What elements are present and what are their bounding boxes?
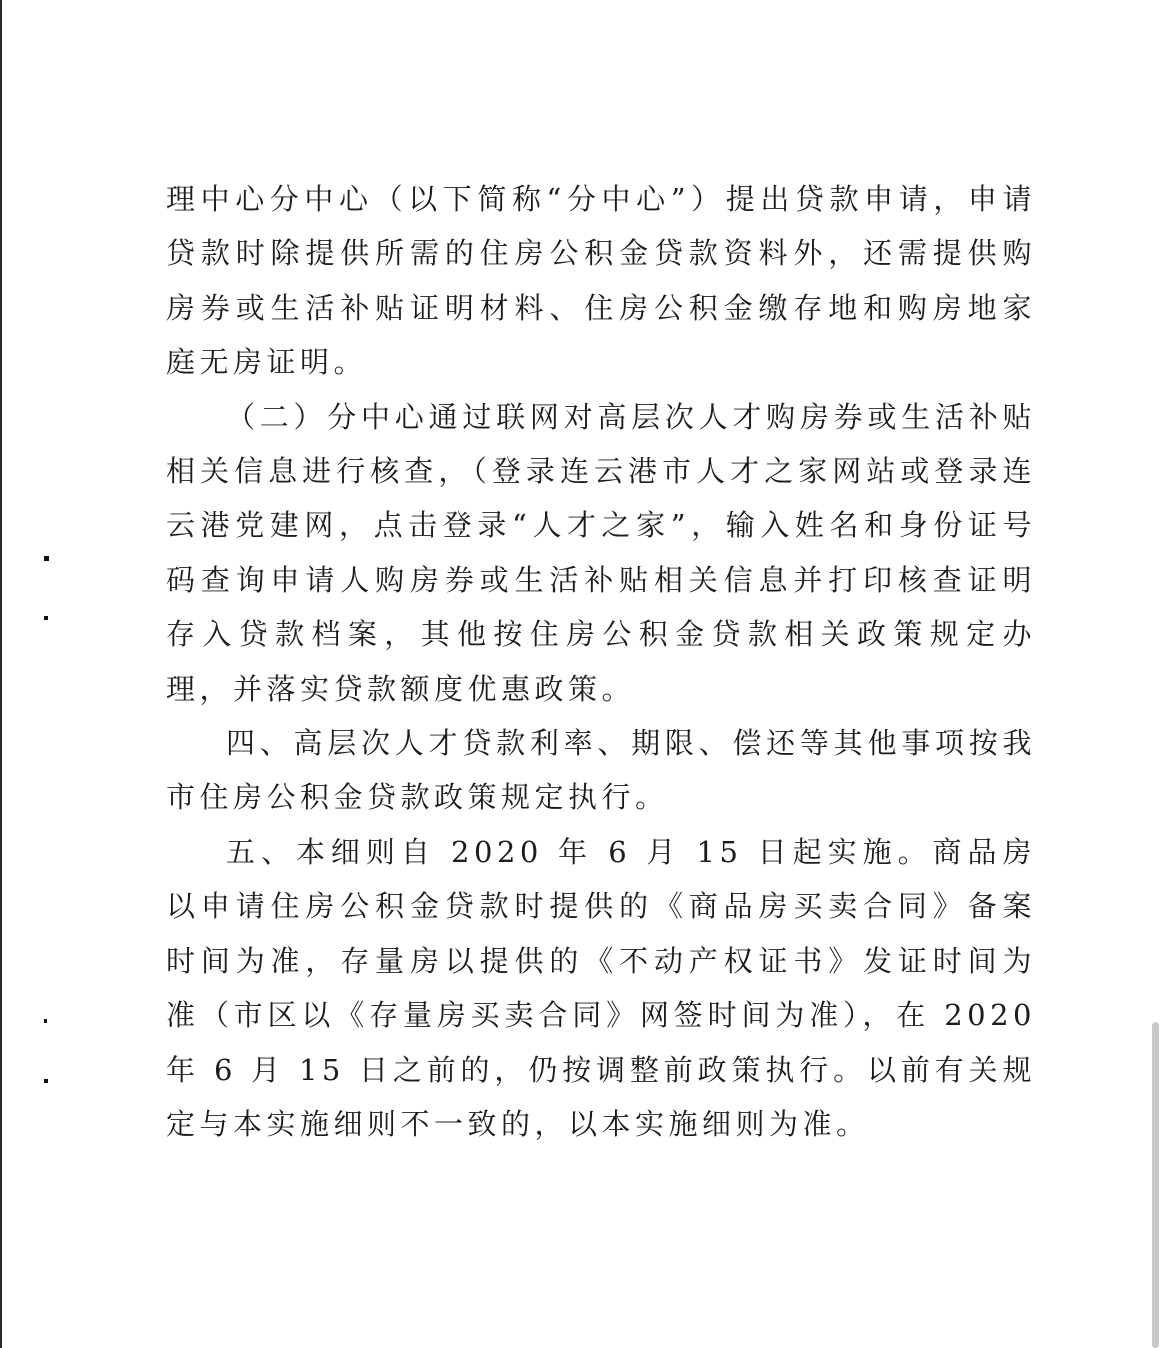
paragraph-item-2: （二）分中心通过联网对高层次人才购房券或生活补贴相关信息进行核查，（登录连云港市人才之家网站或登录连云港党建网，点击登录“人才之家”，输入姓名和身份证号码查询申请人购房券或生活补贴相关信息并打印核查证明存入贷款档案，其他按住房公积金贷款相关政策规定办理，并落实贷款额度优惠政策。 — [166, 399, 1036, 706]
scan-speck — [44, 556, 49, 561]
document-body — [166, 172, 1036, 1151]
scan-speck — [44, 1079, 48, 1083]
paragraph-continuation: 理中心分中心（以下简称“分中心”）提出贷款申请，申请贷款时除提供所需的住房公积金贷款资料外，还需提供购房券或生活补贴证明材料、住房公积金缴存地和购房地家庭无房证明。 — [166, 182, 1036, 380]
scan-speck — [44, 1019, 47, 1023]
scrollbar[interactable] — [1147, 0, 1161, 1348]
scrollbar-thumb[interactable] — [1152, 1022, 1159, 1348]
paragraph-section-4: 四、高层次人才贷款利率、期限、偿还等其他事项按我市住房公积金贷款政策规定执行。 — [166, 726, 1036, 815]
scan-speck — [44, 616, 48, 620]
paragraph-section-5: 五、本细则自 2020 年 6 月 15 日起实施。商品房以申请住房公积金贷款时提供的《商品房买卖合同》备案时间为准，存量房以提供的《不动产权证书》发证时间为准（市区以《存量房买卖合同》网签时间为准），在 2020 年 6 月 15 日之前的，仍按调整前政策执行。以前有关规定与本实施细则不一致的，以本实施细则为准。 — [166, 834, 1036, 1141]
page-left-edge — [0, 0, 2, 1348]
